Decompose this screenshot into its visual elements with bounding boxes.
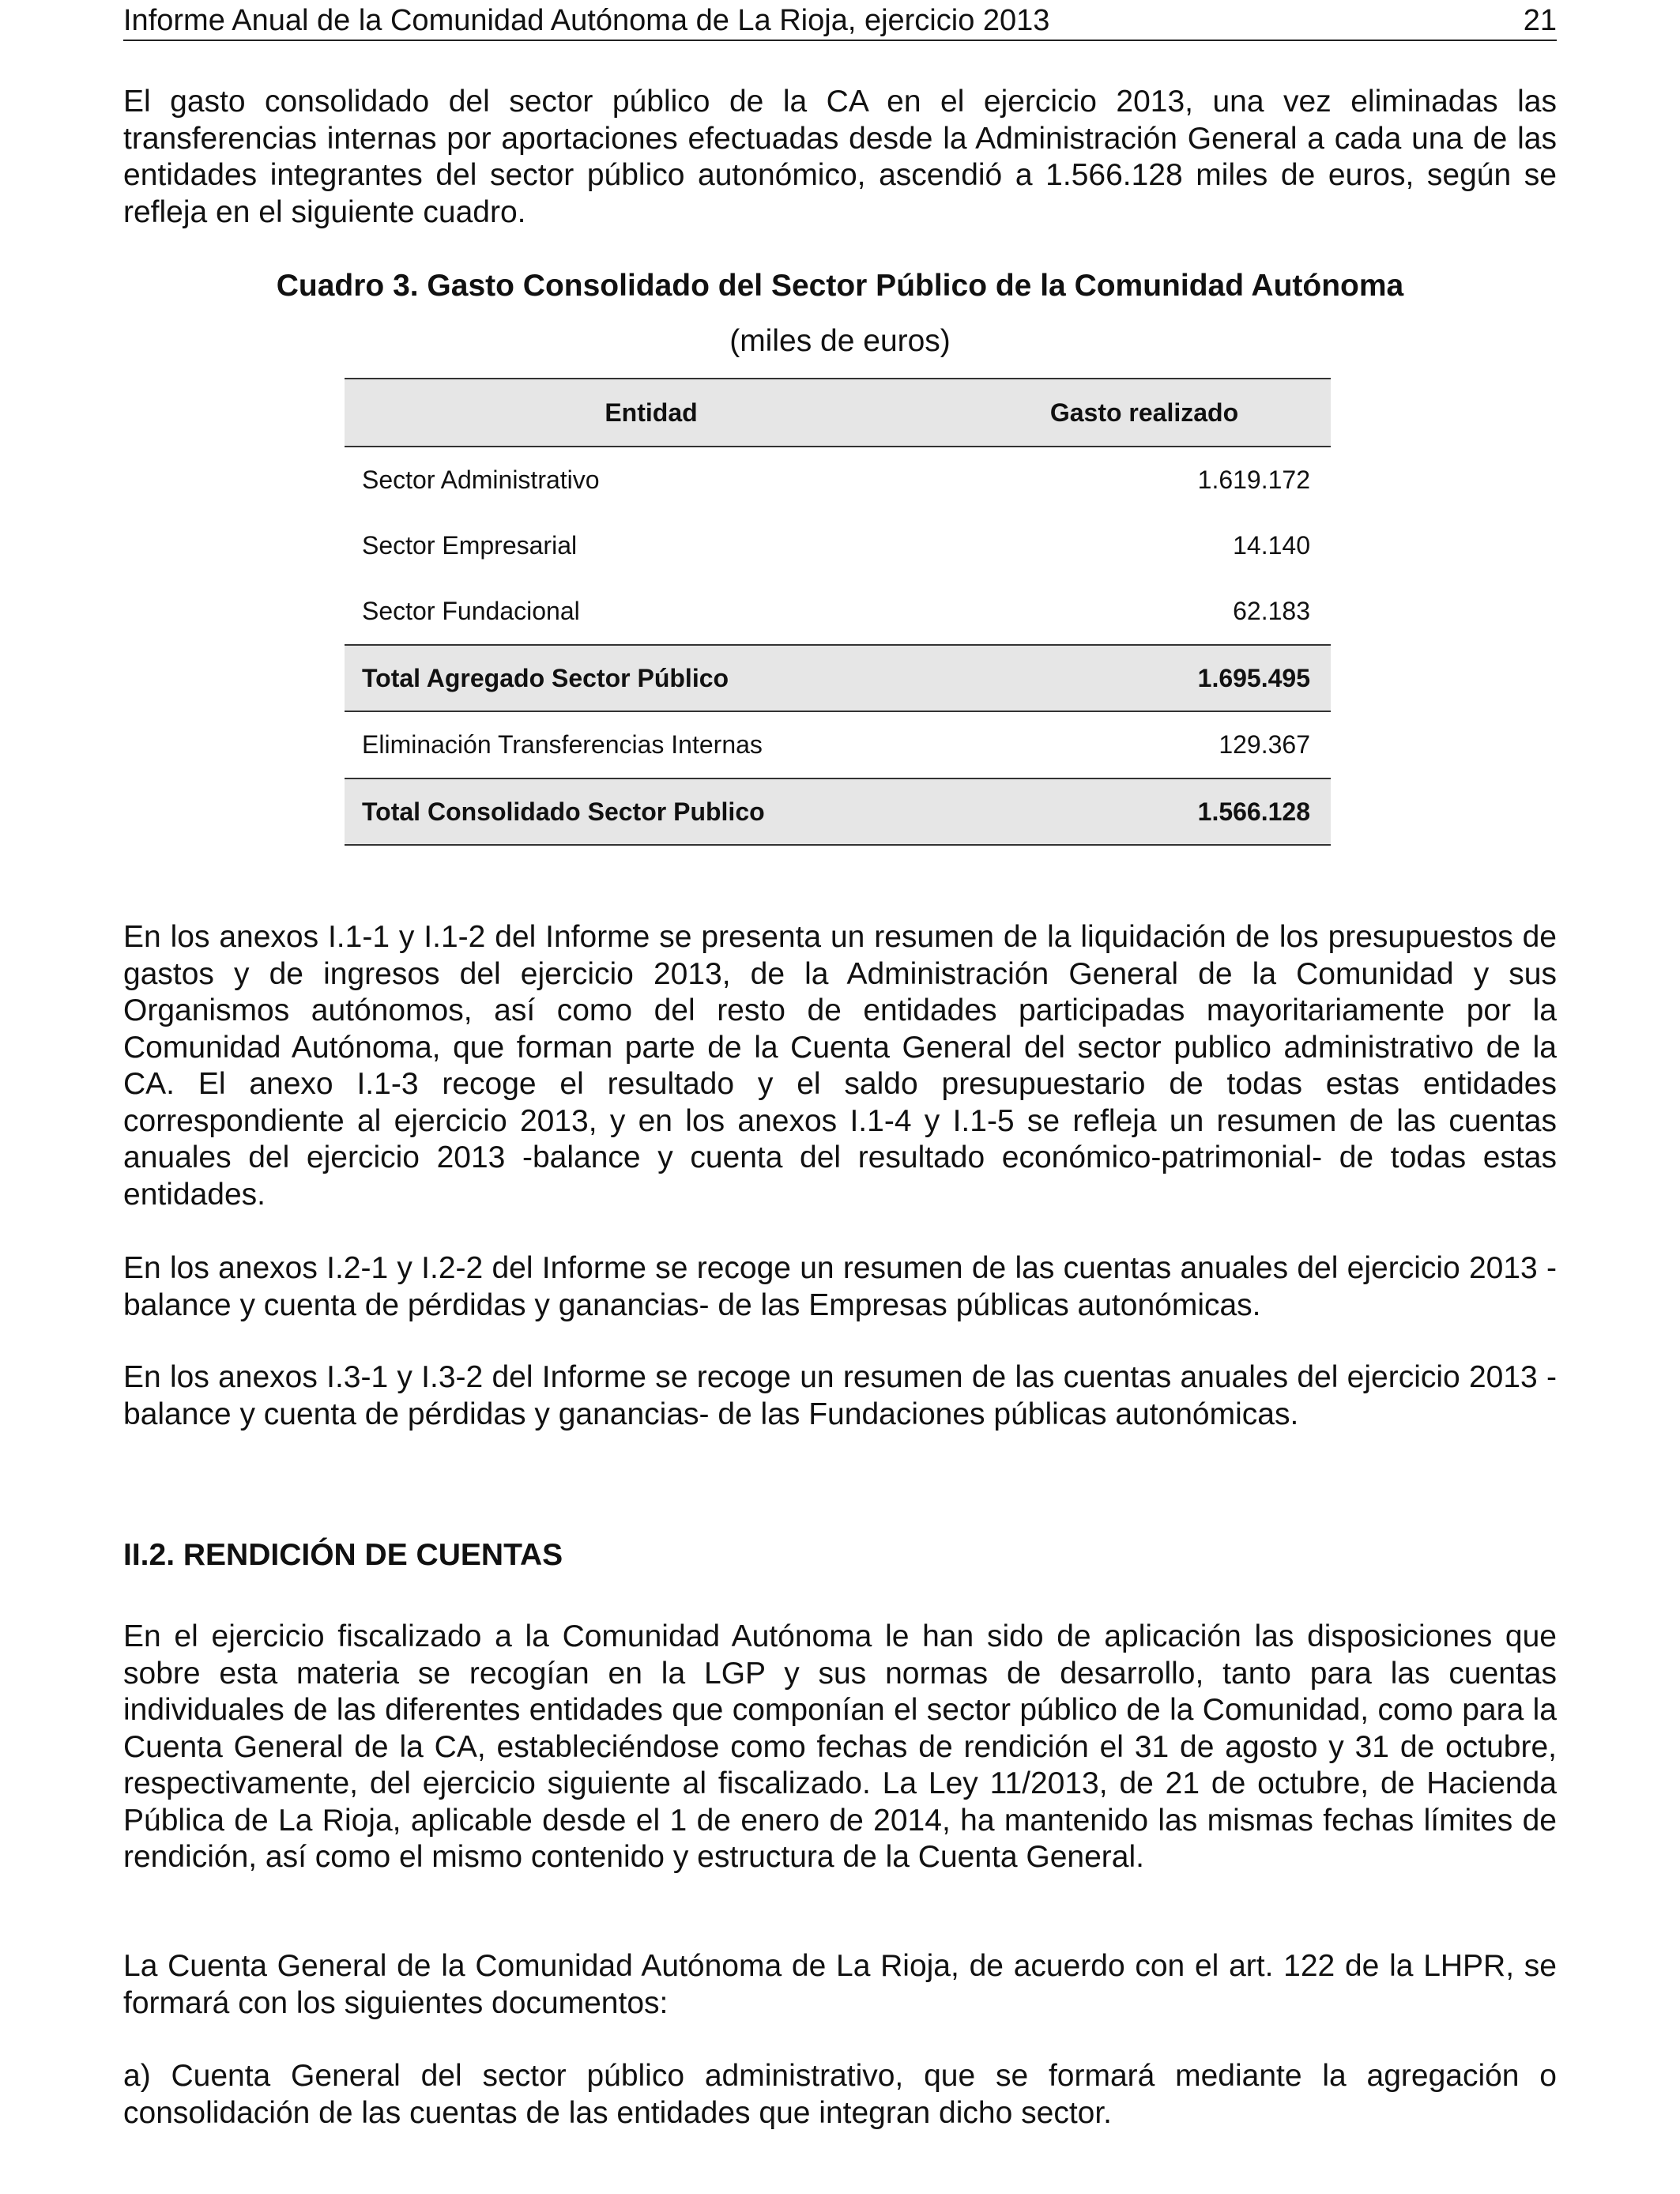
- section-paragraph: La Cuenta General de la Comunidad Autónoma de La Rioja, de acuerdo con el art. 122 de la LHPR, se formará con los siguientes documentos:: [123, 1949, 1557, 2020]
- page-header: [123, 2, 1557, 41]
- table-row: [345, 447, 1331, 513]
- row-value: 1.566.128: [958, 778, 1331, 845]
- annex-paragraph: En los anexos I.1-1 y I.1-2 del Informe se presenta un resumen de la liquidación de los presupuestos de gastos y de ingresos del ejercicio 2013, de la Administración General de la Comunidad y sus Organismos autónomos, así como del resto de entidades participadas mayoritariamente por la Comunidad Autónoma, que forman parte de la Cuenta General del sector publico administrativo de la CA. El anexo I.1-3 recoge el resultado y el saldo presupuestario de todas estas entidades correspondiente al ejercicio 2013, y en los anexos I.1-4 y I.1-5 se refleja un resumen de las cuentas anuales del ejercicio 2013 -balance y cuenta del resultado económico-patrimonial- de todas estas entidades.: [123, 920, 1557, 1212]
- row-entity: Sector Empresarial: [362, 531, 578, 560]
- section-paragraph: a) Cuenta General del sector público administrativo, que se formará mediante la agregación o consolidación de las cuentas de las entidades que integran dicho sector.: [123, 2059, 1557, 2130]
- annex-paragraph: En los anexos I.2-1 y I.2-2 del Informe se recoge un resumen de las cuentas anuales del ejercicio 2013 -balance y cuenta de pérdidas y ganancias- de las Empresas públicas autonómicas.: [123, 1251, 1557, 1322]
- section-heading: II.2. RENDICIÓN DE CUENTAS: [123, 1538, 563, 1572]
- row-entity: Total Consolidado Sector Publico: [345, 778, 958, 845]
- row-value: 129.367: [1219, 730, 1310, 759]
- annex-paragraph: En los anexos I.3-1 y I.3-2 del Informe se recoge un resumen de las cuentas anuales del ejercicio 2013 -balance y cuenta de pérdidas y ganancias- de las Fundaciones públicas autonómicas.: [123, 1360, 1557, 1431]
- running-title: Informe Anual de la Comunidad Autónoma de La Rioja, ejercicio 2013: [123, 4, 1050, 37]
- row-value: 1.619.172: [1197, 466, 1310, 494]
- table-row: [345, 579, 1331, 645]
- column-header-expenditure: Gasto realizado: [958, 379, 1331, 447]
- row-value: 1.695.495: [958, 645, 1331, 711]
- row-entity: Sector Administrativo: [362, 466, 600, 494]
- table-unit: (miles de euros): [729, 324, 951, 358]
- table-total-row: [345, 778, 1331, 845]
- column-header-entity: Entidad: [345, 379, 958, 447]
- row-entity: Sector Fundacional: [362, 597, 580, 625]
- table-total-row: [345, 645, 1331, 711]
- page-number: 21: [1523, 4, 1557, 37]
- table-row: [345, 711, 1331, 778]
- table-header-row: [345, 379, 1331, 447]
- row-value: 62.183: [1233, 597, 1310, 625]
- table-title: Cuadro 3. Gasto Consolidado del Sector Público de la Comunidad Autónoma: [276, 269, 1404, 303]
- intro-paragraph: El gasto consolidado del sector público de la CA en el ejercicio 2013, una vez eliminadas las transferencias internas por aportaciones efectuadas desde la Administración General a cada una de las entidades integrantes del sector público autonómico, ascendió a 1.566.128 miles de euros, según se refleja en el siguiente cuadro.: [123, 85, 1557, 229]
- table-row: [345, 513, 1331, 579]
- row-entity: Eliminación Transferencias Internas: [362, 730, 763, 759]
- expenditure-table: [345, 378, 1331, 846]
- section-paragraph: En el ejercicio fiscalizado a la Comunidad Autónoma le han sido de aplicación las disposiciones que sobre esta materia se recogían en la LGP y sus normas de desarrollo, tanto para las cuentas individuales de las diferentes entidades que componían el sector público de la Comunidad, como para la Cuenta General de la CA, estableciéndose como fechas de rendición el 31 de agosto y 31 de octubre, respectivamente, del ejercicio siguiente al fiscalizado. La Ley 11/2013, de 21 de octubre, de Hacienda Pública de La Rioja, aplicable desde el 1 de enero de 2014, ha mantenido las mismas fechas límites de rendición, así como el mismo contenido y estructura de la Cuenta General.: [123, 1619, 1557, 1874]
- row-entity: Total Agregado Sector Público: [345, 645, 958, 711]
- row-value: 14.140: [1233, 531, 1310, 560]
